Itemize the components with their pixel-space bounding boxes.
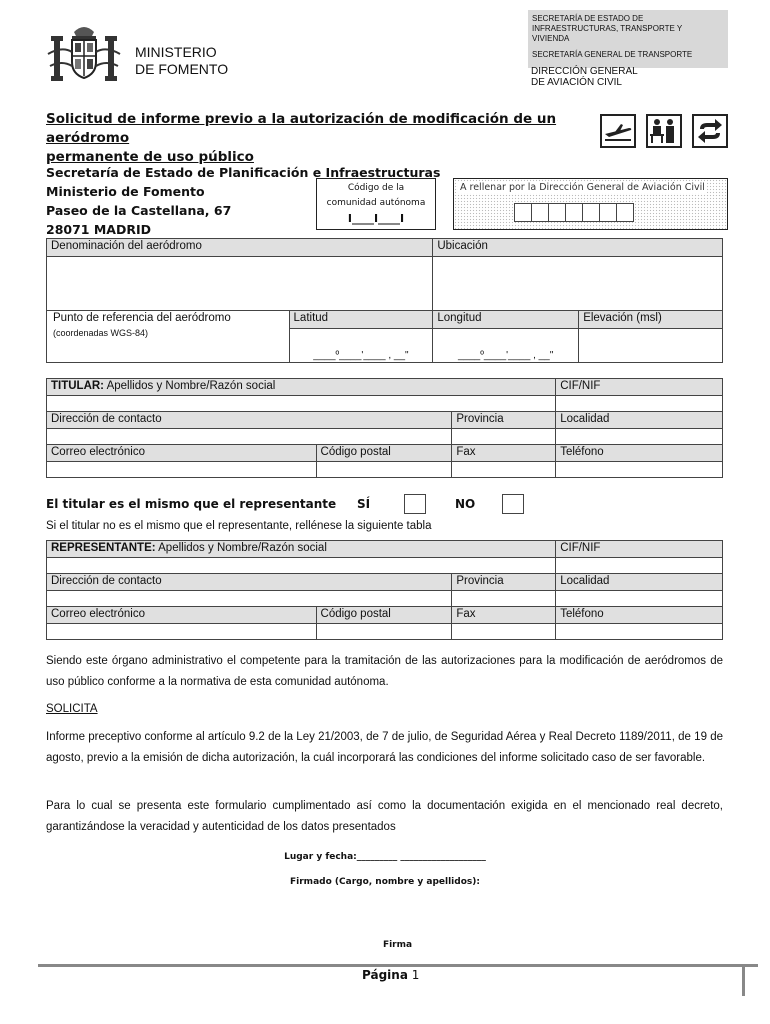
arrows-exchange-icon-box <box>692 114 728 148</box>
arrows-exchange-icon <box>695 117 725 145</box>
recipient-line-2: Ministerio de Fomento <box>46 184 205 199</box>
representante-correo-field[interactable] <box>47 624 317 640</box>
titular-direccion-label: Dirección de contacto <box>47 412 452 429</box>
titular-heading-bold: TITULAR: <box>51 380 105 392</box>
codigo-comunidad-box[interactable] <box>316 178 436 230</box>
codigo-label-1: Código de la <box>347 183 405 193</box>
titular-heading-rest: Apellidos y Nombre/Razón social <box>104 380 276 392</box>
latitud-label: Latitud <box>289 311 433 329</box>
ministry-line-2: DE FOMENTO <box>135 61 229 77</box>
airplane-icon <box>603 120 633 142</box>
titular-cif-field[interactable] <box>556 396 723 412</box>
titular-provincia-field[interactable] <box>452 429 556 445</box>
dg-line-1: DIRECCIÓN GENERAL <box>531 66 638 77</box>
page-label: Página <box>362 968 408 982</box>
representante-correo-label: Correo electrónico <box>47 607 317 624</box>
titular-direccion-field[interactable] <box>47 429 452 445</box>
paragraph-documentacion: Para lo cual se presenta este formulario cumplimentado así como la documentación exigida en el mencionado real decreto, garantizándose la veracidad y autenticidad de los datos presentados <box>46 800 723 833</box>
denominacion-field[interactable] <box>47 257 433 311</box>
page-number: 1 <box>411 968 420 982</box>
elevacion-label: Elevación (msl) <box>579 311 723 329</box>
footer-rule-vertical <box>742 964 745 996</box>
paragraph-informe: Informe preceptivo conforme al artículo 9.2 de la Ley 21/2003, de 7 de julio, de Seguridad Aérea y Real Decreto 1189/2011, de 19 de agosto, previo a la emisión de dicha autorización, la cuál incorporará las condiciones del informe solicitado caso de ser favorable. <box>46 731 723 764</box>
title-line-2: permanente de uso público <box>46 149 254 165</box>
titular-cp-field[interactable] <box>316 462 452 478</box>
representante-heading-rest: Apellidos y Nombre/Razón social <box>155 542 327 554</box>
punto-referencia-label: Punto de referencia del aeródromo <box>53 312 231 324</box>
representante-telefono-field[interactable] <box>556 624 723 640</box>
representante-localidad-label: Localidad <box>556 574 723 591</box>
sec-line-3: VIVIENDA <box>532 34 570 43</box>
representante-direccion-label: Dirección de contacto <box>47 574 452 591</box>
secretaria-box <box>528 10 728 68</box>
people-icon <box>649 117 679 145</box>
titular-heading <box>47 379 556 396</box>
titular-correo-label: Correo electrónico <box>47 445 317 462</box>
firmado-label: Firmado (Cargo, nombre y apellidos): <box>290 877 480 887</box>
recipient-line-4: 28071 MADRID <box>46 222 151 237</box>
airplane-icon-box <box>600 114 636 148</box>
representante-provincia-label: Provincia <box>452 574 556 591</box>
dgac-cell <box>531 203 549 222</box>
latitud-field[interactable]: ____º____'____ , __" <box>289 329 433 363</box>
dgac-cell <box>599 203 617 222</box>
dgac-cells <box>514 203 633 222</box>
representante-note: Si el titular no es el mismo que el representante, rellénese la siguiente tabla <box>46 520 432 532</box>
paragraph-competencia: Siendo este órgano administrativo el competente para la tramitación de las autorizaciones para la modificación de aeródromos de uso público conforme a la normativa de esta comunidad autónoma. <box>46 655 723 688</box>
sec-line-1: SECRETARÍA DE ESTADO DE <box>532 14 644 23</box>
representante-cp-label: Código postal <box>316 607 452 624</box>
representante-cif-label: CIF/NIF <box>556 541 723 558</box>
titular-localidad-label: Localidad <box>556 412 723 429</box>
titular-fax-label: Fax <box>452 445 556 462</box>
coordenadas-label: (coordenadas WGS-84) <box>53 328 149 338</box>
dgac-reserved-box <box>453 178 728 230</box>
sec-line-2: INFRAESTRUCTURAS, TRANSPORTE Y <box>532 24 683 33</box>
form-title <box>46 110 586 167</box>
people-icon-box <box>646 114 682 148</box>
representante-heading <box>47 541 556 558</box>
ubicacion-label: Ubicación <box>433 239 723 257</box>
titular-localidad-field[interactable] <box>556 429 723 445</box>
ubicacion-field[interactable] <box>433 257 723 311</box>
aerodromo-table <box>46 238 723 363</box>
si-checkbox[interactable] <box>404 494 426 514</box>
lugar-fecha: Lugar y fecha:_________ ___________________ <box>284 852 486 862</box>
titular-fax-field[interactable] <box>452 462 556 478</box>
titular-telefono-field[interactable] <box>556 462 723 478</box>
dgac-label: A rellenar por la Dirección General de Aviación Civil <box>460 182 705 193</box>
same-question-label: El titular es el mismo que el representante <box>46 497 337 511</box>
titular-table <box>46 378 723 478</box>
representante-fax-label: Fax <box>452 607 556 624</box>
titular-correo-field[interactable] <box>47 462 317 478</box>
representante-nombre-field[interactable] <box>47 558 556 574</box>
longitud-field[interactable]: ____º____'____ , __'' <box>433 329 579 363</box>
titular-telefono-label: Teléfono <box>556 445 723 462</box>
title-line-1: Solicitud de informe previo a la autorización de modificación de un aeródromo <box>46 111 557 146</box>
representante-telefono-label: Teléfono <box>556 607 723 624</box>
longitud-label: Longitud <box>433 311 579 329</box>
codigo-label-2: comunidad autónoma <box>326 198 426 208</box>
recipient-line-1: Secretaría de Estado de Planificación e Infraestructuras <box>46 165 441 180</box>
ministry-line-1: MINISTERIO <box>135 44 217 60</box>
representante-localidad-field[interactable] <box>556 591 723 607</box>
dgac-cell <box>514 203 532 222</box>
page-indicator <box>362 968 419 982</box>
recipient-line-3: Paseo de la Castellana, 67 <box>46 203 232 218</box>
dgac-cell <box>565 203 583 222</box>
titular-cp-label: Código postal <box>316 445 452 462</box>
representante-provincia-field[interactable] <box>452 591 556 607</box>
representante-direccion-field[interactable] <box>47 591 452 607</box>
titular-cif-label: CIF/NIF <box>556 379 723 396</box>
denominacion-label: Denominación del aeródromo <box>47 239 433 257</box>
elevacion-field[interactable] <box>579 329 723 363</box>
dg-line-2: DE AVIACIÓN CIVIL <box>531 77 622 88</box>
codigo-input[interactable]: I____I____I <box>347 212 405 225</box>
no-label: NO <box>455 497 476 511</box>
si-label: SÍ <box>357 497 371 511</box>
representante-heading-bold: REPRESENTANTE: <box>51 542 156 554</box>
dgac-cell <box>616 203 634 222</box>
solicita-heading: SOLICITA <box>46 703 98 715</box>
coat-of-arms-icon <box>44 18 124 90</box>
dgac-cell <box>548 203 566 222</box>
titular-nombre-field[interactable] <box>47 396 556 412</box>
no-checkbox[interactable] <box>502 494 524 514</box>
firma-label: Firma <box>382 940 413 950</box>
ministry-name <box>135 44 228 78</box>
representante-fax-field[interactable] <box>452 624 556 640</box>
representante-cif-field[interactable] <box>556 558 723 574</box>
representante-table <box>46 540 723 640</box>
sec-line-4: SECRETARÍA GENERAL DE TRANSPORTE <box>532 50 693 59</box>
dgac-cell <box>582 203 600 222</box>
direccion-general <box>531 66 638 88</box>
titular-provincia-label: Provincia <box>452 412 556 429</box>
footer-rule <box>38 964 758 967</box>
representante-cp-field[interactable] <box>316 624 452 640</box>
punto-referencia-cell <box>47 311 290 363</box>
